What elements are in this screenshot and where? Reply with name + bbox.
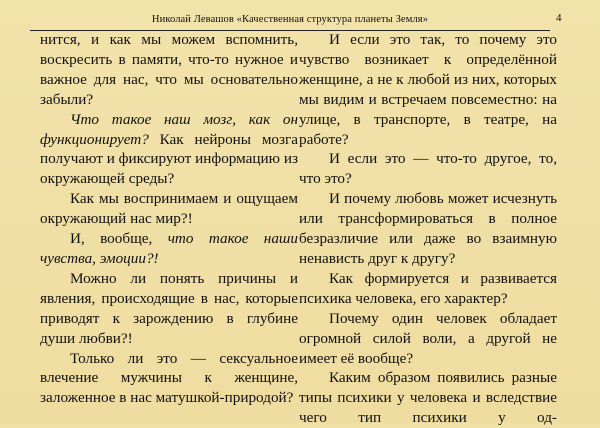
paragraph-text: Каким образом появились разные типы психики у человека и вследствие чего тип психики у од-	[299, 369, 557, 427]
italic-text: что такое наши чувства, эмоции?!	[40, 230, 298, 267]
page-number: 4	[556, 12, 562, 24]
paragraph-text: Можно ли понять причины и явления, происходящие в нас, которые приводят к зарождению в глубине души любви?!	[40, 269, 298, 347]
paragraph-text: И, вообще,	[70, 230, 168, 248]
paragraph	[40, 349, 298, 409]
italic-text: Что такое наш мозг, как он функционирует?	[40, 110, 298, 148]
paragraph	[299, 149, 557, 189]
running-header	[30, 8, 550, 31]
paragraph	[299, 189, 557, 269]
paragraph-text: Почему один человек обладает огромной силой воли, а другой не имеет её вообще?	[299, 309, 557, 367]
paragraph-text: нится, и как мы можем вспомнить, воскресить в памяти, что-то нужное и важное для нас, что мы основательно забыли?	[40, 31, 298, 108]
paragraph	[40, 110, 298, 190]
paragraph	[40, 229, 298, 269]
paragraph-text: И если это — что-то другое, то, что это?	[299, 150, 557, 188]
paragraph	[40, 269, 298, 349]
paragraph	[40, 189, 298, 229]
right-text-column	[299, 30, 557, 428]
paragraph	[40, 30, 298, 110]
paragraph-text: Как нейроны мозга получают и фиксируют информацию из окружающей среды?	[40, 130, 298, 188]
paragraph-text: И если это так, то почему это чувство возникает к определённой женщине, а не к любой из них, которых мы видим и встречаем повсеместно: на улице, в транспорте, в театре, на работе?	[299, 31, 557, 148]
paragraph	[299, 269, 557, 309]
paragraph	[299, 309, 557, 369]
paragraph-text: Как формируется и развивается психика человека, его характер?	[299, 269, 557, 307]
paragraph-text: Как мы воспринимаем и ощущаем окружающий нас мир?!	[40, 190, 298, 228]
left-text-column	[40, 30, 298, 408]
header-title: Николай Левашов «Качественная структура планеты Земля»	[151, 14, 429, 25]
paragraph-text: Только ли это — сексуальное влечение мужчины к женщине, заложенное в нас матушкой-природой?	[40, 349, 298, 407]
paragraph-text: И почему любовь может исчезнуть или трансформироваться в полное безразличие или даже во взаимную ненависть друг к другу?	[299, 190, 557, 267]
paragraph	[299, 368, 557, 428]
paragraph	[299, 30, 557, 149]
